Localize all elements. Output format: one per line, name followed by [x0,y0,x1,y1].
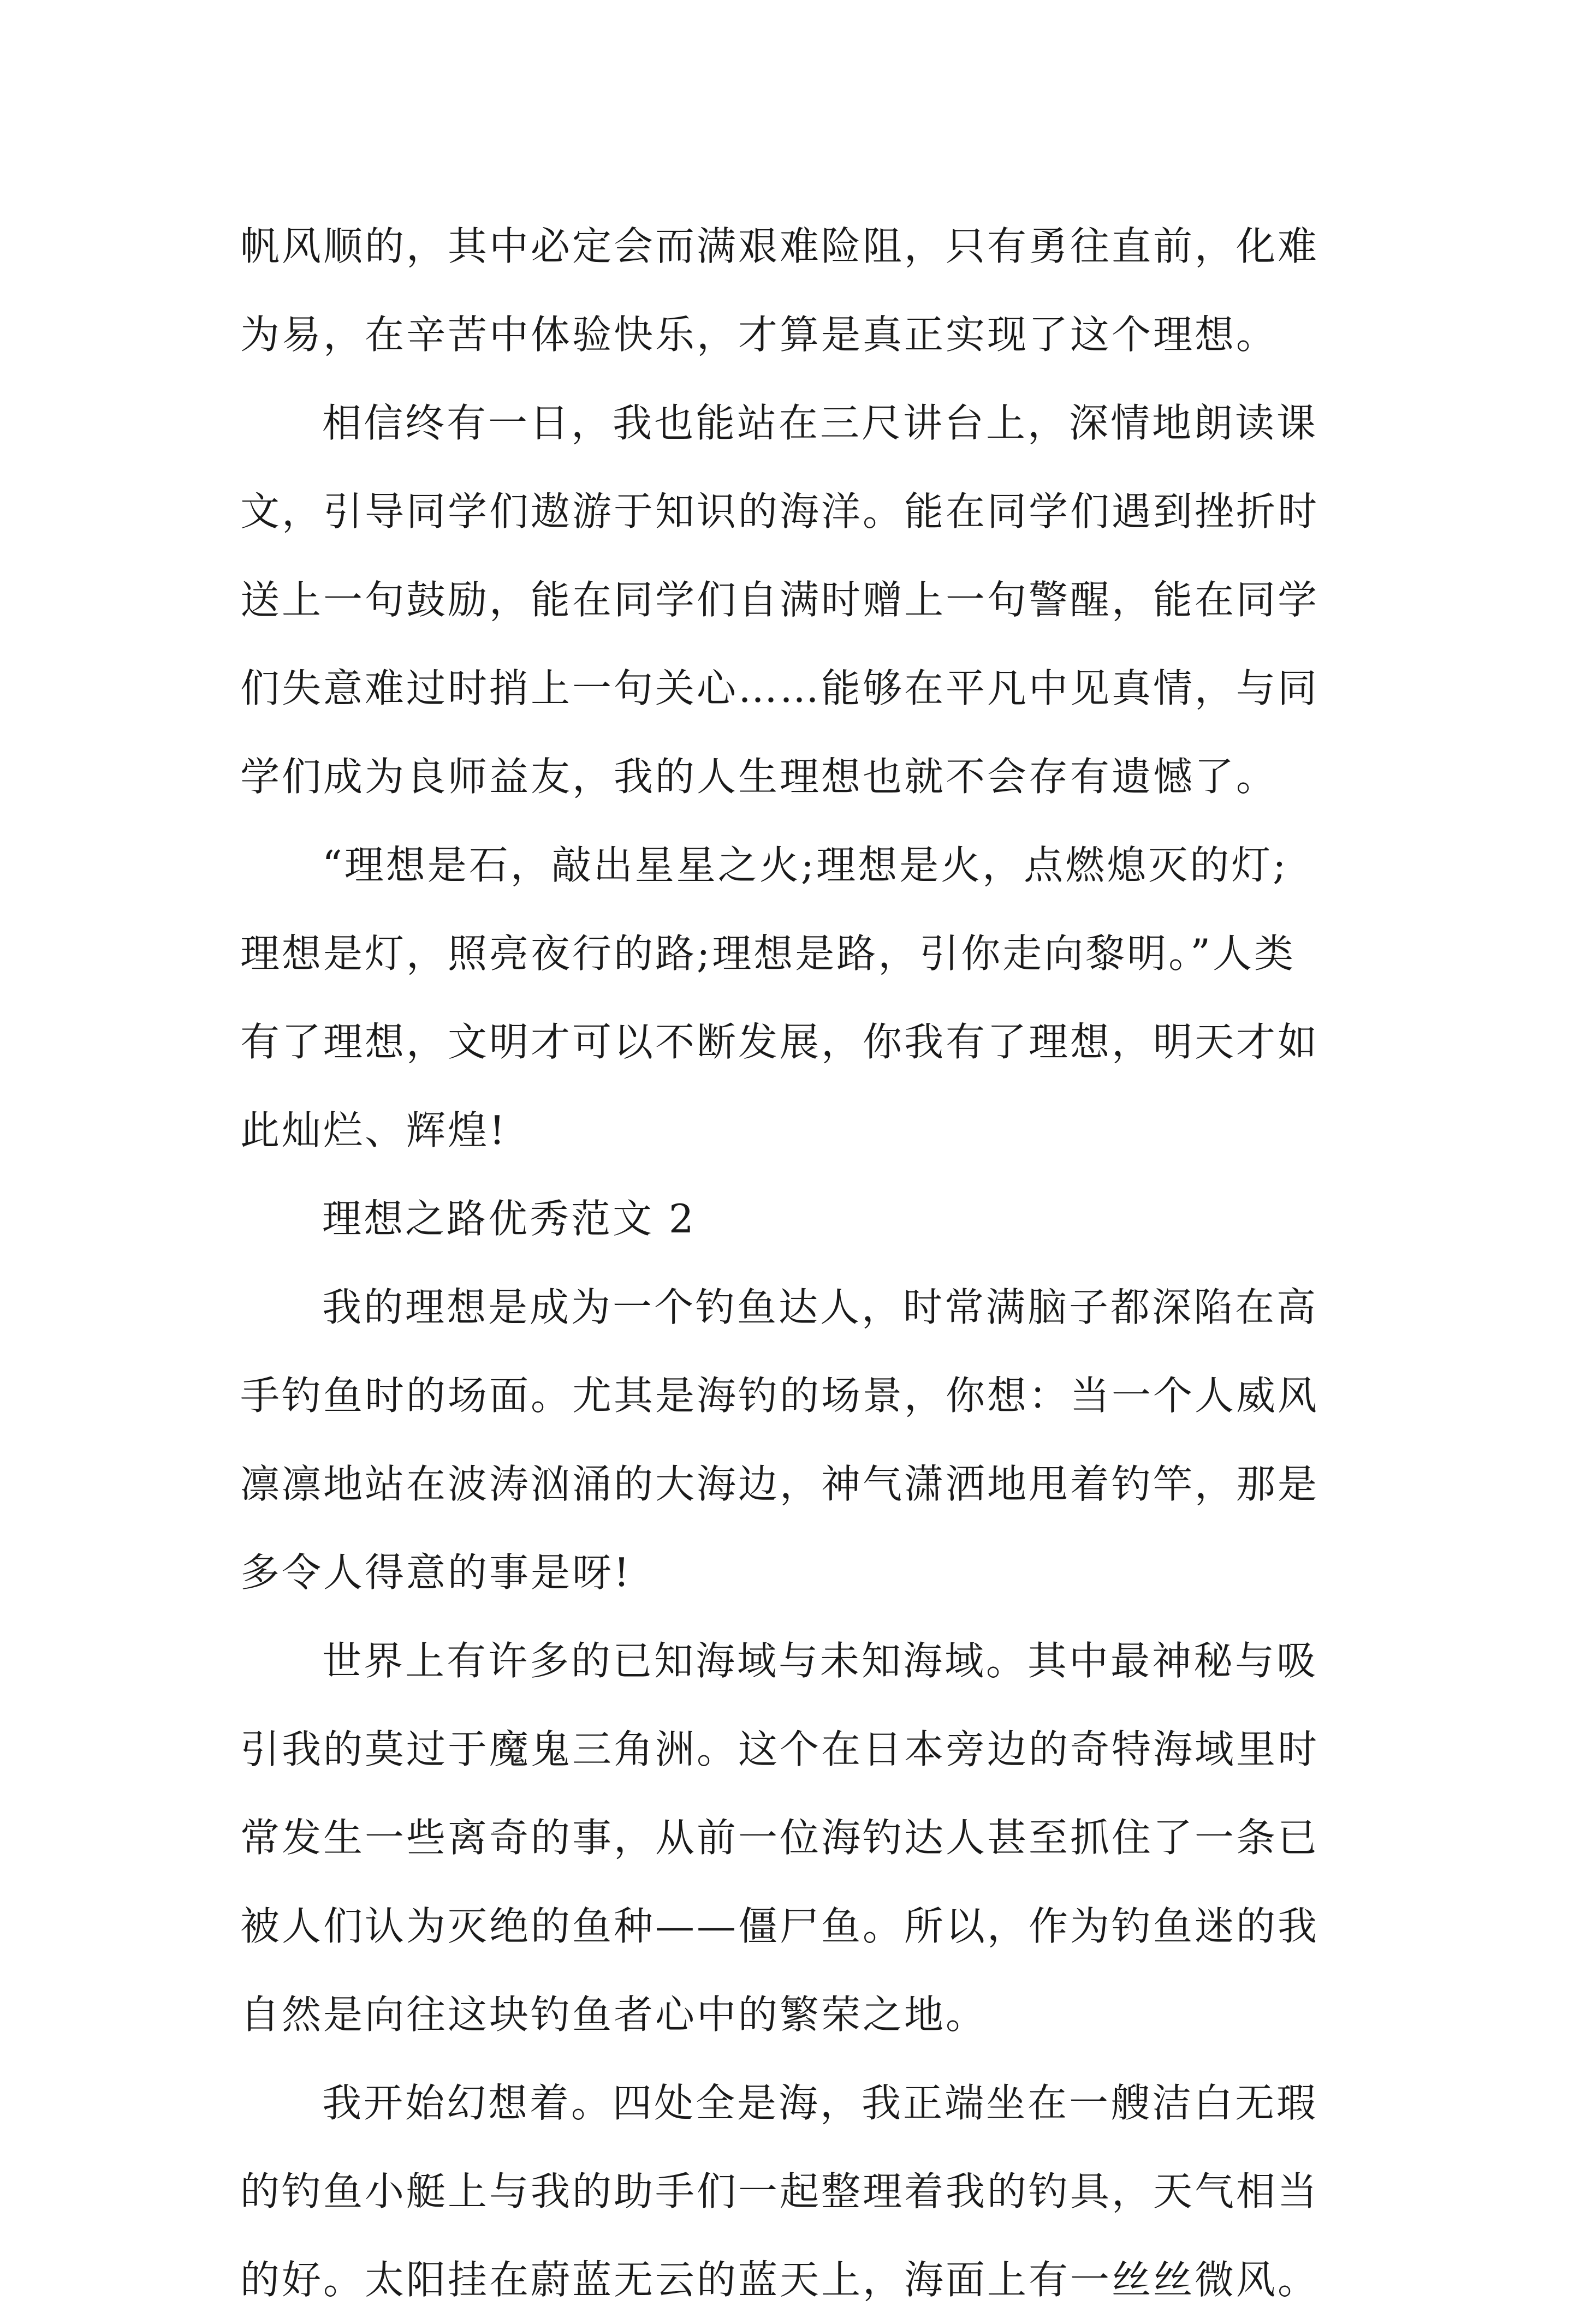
document-body [240,202,1354,2324]
paragraph-start-line: “理想是石，敲出星星之火;理想是火，点燃熄灭的灯; [322,842,1288,888]
text-line: 常发生一些离奇的事，从前一位海钓达人甚至抓住了一条已 [240,1815,1320,1861]
section-heading: 理想之路优秀范文 2 [322,1196,696,1242]
paragraph-start-line: 世界上有许多的已知海域与未知海域。其中最神秘与吸 [322,1638,1318,1684]
text-line: 引我的莫过于魔鬼三角洲。这个在日本旁边的奇特海域里时 [240,1726,1320,1772]
text-line: 多令人得意的事是呀! [240,1550,632,1595]
text-line: 为易，在辛苦中体验快乐，才算是真正实现了这个理想。 [240,312,1278,357]
text-line: 送上一句鼓励，能在同学们自满时赠上一句警醒，能在同学 [240,577,1320,623]
text-line: 自然是向往这块钓鱼者心中的繁荣之地。 [240,1992,988,2037]
text-line: 们失意难过时捎上一句关心……能够在平凡中见真情，与同 [240,665,1320,711]
text-line: 的钓鱼小艇上与我的助手们一起整理着我的钓具，天气相当 [240,2168,1320,2214]
text-line: 此灿烂、辉煌! [240,1107,507,1153]
text-line: 学们成为良师益友，我的人生理想也就不会存有遗憾了。 [240,754,1278,800]
paragraph-start-line: 我的理想是成为一个钓鱼达人，时常满脑子都深陷在高 [322,1284,1318,1330]
text-line: 手钓鱼时的场面。尤其是海钓的场景，你想：当一个人威风 [240,1373,1320,1419]
text-line: 文，引导同学们遨游于知识的海洋。能在同学们遇到挫折时 [240,488,1320,534]
text-line: 有了理想，文明才可以不断发展，你我有了理想，明天才如 [240,1019,1320,1065]
text-line: 的好。太阳挂在蔚蓝无云的蓝天上，海面上有一丝丝微风。 [240,2257,1320,2303]
text-line: 凛凛地站在波涛汹涌的大海边，神气潇洒地甩着钓竿，那是 [240,1461,1320,1507]
paragraph-start-line: 相信终有一日，我也能站在三尺讲台上，深情地朗读课 [322,400,1318,446]
text-line: 帆风顺的，其中必定会而满艰难险阻，只有勇往直前，化难 [240,223,1320,269]
text-line: 被人们认为灭绝的鱼种——僵尸鱼。所以，作为钓鱼迷的我 [240,1903,1320,1949]
paragraph-start-line: 我开始幻想着。四处全是海，我正端坐在一艘洁白无瑕 [322,2080,1318,2126]
text-line: 理想是灯，照亮夜行的路;理想是路，引你走向黎明。”人类 [240,931,1296,976]
